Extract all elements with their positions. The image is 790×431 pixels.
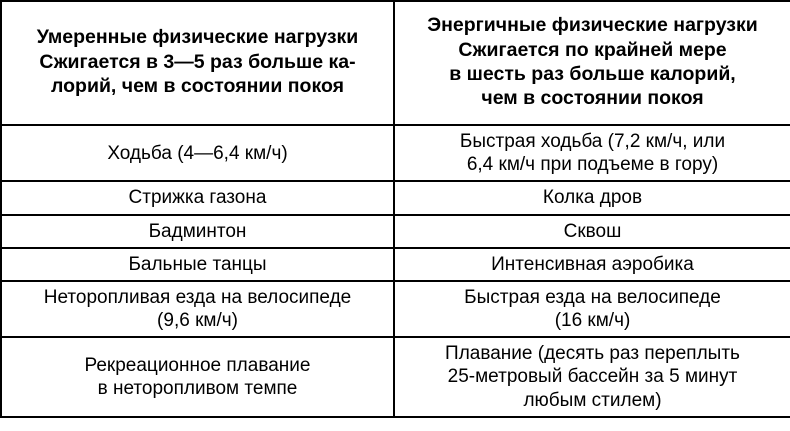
table-row	[1, 125, 790, 181]
table-header-moderate: Умеренные физические нагрузки Сжигается в 3—5 раз больше ка- лорий, чем в состоянии покоя	[1, 1, 394, 125]
table-cell-vigorous: Быстрая езда на велосипеде (16 км/ч)	[394, 281, 790, 337]
table-row	[1, 215, 790, 248]
table-cell-moderate: Бальные танцы	[1, 248, 394, 281]
table-cell-moderate: Стрижка газона	[1, 181, 394, 214]
table-header-vigorous: Энергичные физические нагрузки Сжигается по крайней мере в шесть раз больше калорий, чем в состоянии покоя	[394, 1, 790, 125]
table-row	[1, 248, 790, 281]
table-cell-vigorous: Быстрая ходьба (7,2 км/ч, или 6,4 км/ч при подъеме в гору)	[394, 125, 790, 181]
table-cell-moderate: Бадминтон	[1, 215, 394, 248]
table-cell-moderate: Ходьба (4—6,4 км/ч)	[1, 125, 394, 181]
table-row	[1, 181, 790, 214]
table-header-row	[1, 1, 790, 125]
table-row	[1, 337, 790, 417]
table-row	[1, 281, 790, 337]
table-body	[1, 125, 790, 417]
table-cell-vigorous: Колка дров	[394, 181, 790, 214]
table-cell-vigorous: Интенсивная аэробика	[394, 248, 790, 281]
table-cell-vigorous: Сквош	[394, 215, 790, 248]
table-cell-moderate: Неторопливая езда на велосипеде (9,6 км/ч)	[1, 281, 394, 337]
table-cell-moderate: Рекреационное плавание в неторопливом темпе	[1, 337, 394, 417]
table-cell-vigorous: Плавание (десять раз переплыть 25-метровый бассейн за 5 минут любым стилем)	[394, 337, 790, 417]
